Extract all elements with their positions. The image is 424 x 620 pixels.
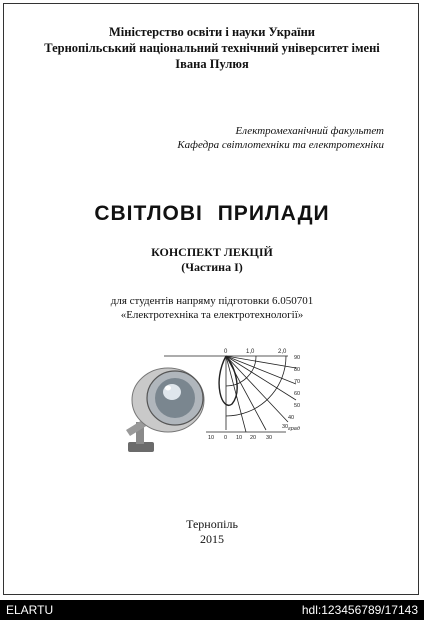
part-label: (Частина І)	[181, 260, 243, 274]
city-name: Тернопіль	[186, 517, 238, 531]
handle-link[interactable]: hdl:123456789/17143	[301, 603, 418, 617]
university-line: Тернопільський національний технічний університет імені	[44, 41, 380, 55]
scale-label: 20	[250, 435, 257, 441]
angle-label: 60	[294, 391, 301, 397]
angle-label: 70	[294, 379, 301, 385]
diagram-bottom-scale	[208, 435, 272, 441]
grad-label: град	[288, 426, 300, 432]
repository-footer-bar	[0, 600, 424, 620]
angle-label: 90	[294, 355, 301, 361]
university-name-line: Івана Пулюя	[175, 57, 249, 71]
scale-label: 30	[266, 435, 273, 441]
angle-label: 40	[288, 415, 295, 421]
tick-label: 0	[224, 349, 228, 355]
angle-label: 80	[294, 367, 301, 373]
scale-label: 10	[236, 435, 243, 441]
angle-label: 30	[282, 424, 289, 430]
document-title: СВІТЛОВІ ПРИЛАДИ	[94, 202, 330, 225]
tick-label: 2,0	[278, 349, 287, 355]
faculty-name: Електромеханічний факультет	[235, 125, 384, 137]
cover-illustration	[118, 342, 308, 472]
ministry-line-1: Міністерство освіти і науки України	[109, 25, 315, 39]
floodlight-icon	[126, 368, 204, 452]
lecture-notes-label: КОНСПЕКТ ЛЕКЦІЙ	[151, 245, 273, 259]
audience-line-2: «Електротехніка та електротехнології»	[120, 309, 304, 321]
tick-label: 1,0	[246, 349, 255, 355]
publication-year: 2015	[200, 532, 224, 546]
repository-name: ELARTU	[6, 603, 54, 617]
audience-line-1: для студентів напряму підготовки 6.050701	[110, 295, 314, 307]
diagram-angle-labels	[282, 355, 300, 432]
scale-label: 10	[208, 435, 215, 441]
chair-name: Кафедра світлотехніки та електротехніки	[177, 139, 384, 151]
scale-label: 0	[224, 435, 228, 441]
diagram-top-ticks	[224, 349, 287, 355]
angle-label: 50	[294, 403, 301, 409]
